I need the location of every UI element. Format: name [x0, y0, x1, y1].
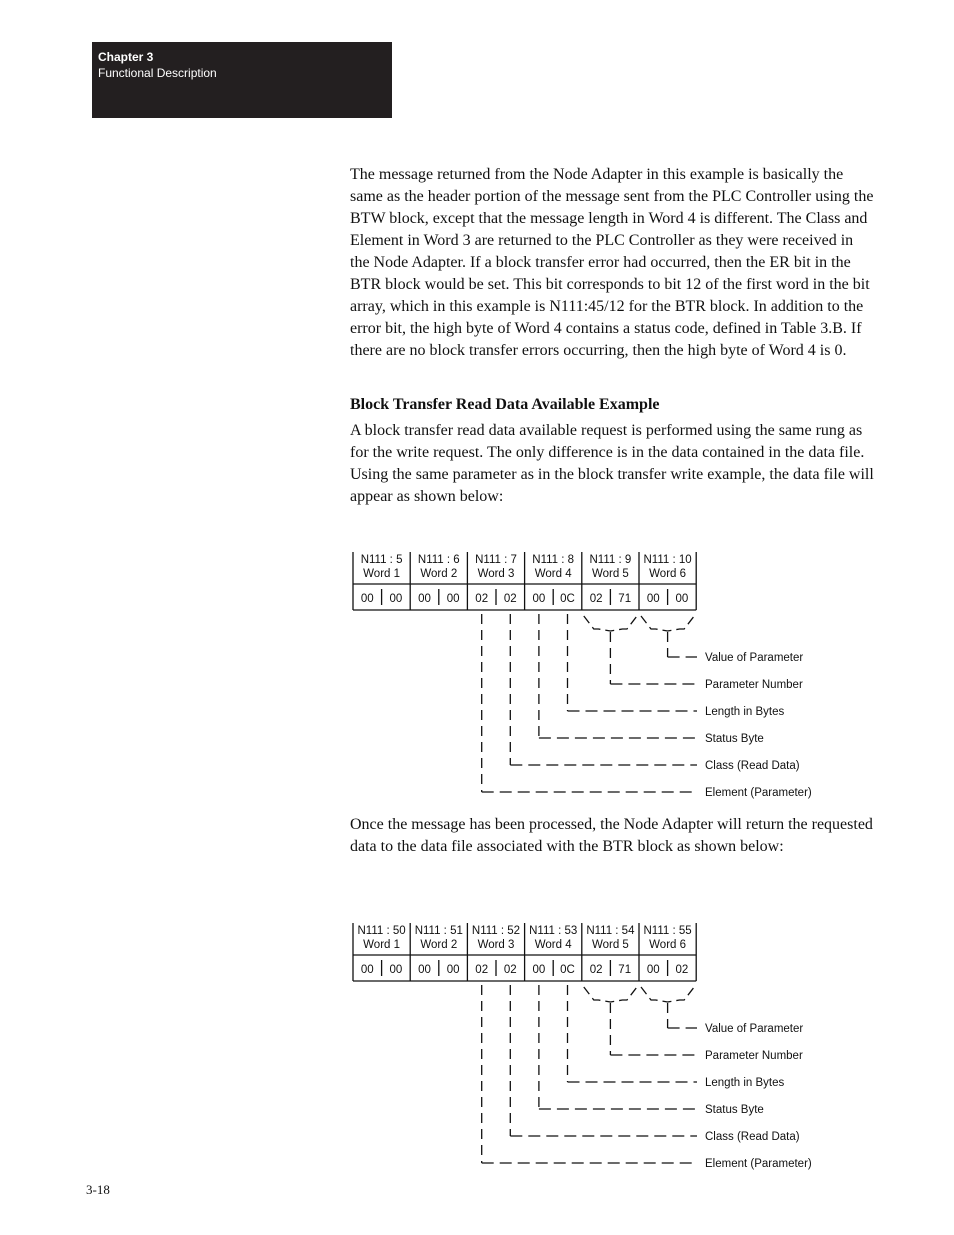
word-address-label: N111 : 50 — [357, 925, 406, 937]
callout-label: Class (Read Data) — [705, 760, 800, 772]
byte-value: 00 — [532, 593, 546, 605]
word-address-label: N111 : 53 — [529, 925, 578, 937]
byte-value: 0C — [560, 964, 575, 976]
byte-value: 00 — [360, 593, 374, 605]
word-number-label: Word 4 — [534, 568, 572, 580]
byte-value: 00 — [646, 593, 660, 605]
word-number-label: Word 2 — [420, 568, 458, 580]
parameter-value-brace — [641, 616, 694, 631]
word-number-label: Word 3 — [477, 568, 515, 580]
data-file-diagram-2 — [0, 919, 954, 1179]
data-file-diagram-2-svg — [0, 919, 954, 1179]
word-address-label: N111 : 10 — [643, 554, 692, 566]
word-address-label: N111 : 51 — [414, 925, 463, 937]
section-heading: Block Transfer Read Data Available Example — [350, 396, 660, 413]
parameter-value-brace — [641, 987, 694, 1002]
paragraph-read-request: A block transfer read data available request is performed using the same rung as for the write request. The only difference is in the data contained in the data file. Using the same parameter as in the block transfer write example, the data file will appear as shown below: — [350, 422, 874, 505]
callout-label: Length in Bytes — [705, 1077, 785, 1089]
word-number-label: Word 1 — [363, 568, 401, 580]
byte-value: 02 — [589, 964, 603, 976]
callout-label: Element (Parameter) — [705, 1158, 812, 1170]
byte-value: 02 — [475, 964, 489, 976]
byte-value: 00 — [389, 964, 403, 976]
callout-label: Value of Parameter — [705, 652, 804, 664]
callout-label: Parameter Number — [705, 1050, 803, 1062]
byte-value: 00 — [446, 964, 460, 976]
byte-value: 00 — [675, 593, 689, 605]
parameter-number-brace — [584, 616, 637, 631]
word-number-label: Word 5 — [591, 939, 629, 951]
word-address-label: N111 : 52 — [471, 925, 521, 937]
chapter-title: Functional Description — [98, 66, 217, 80]
data-file-diagram-1-svg — [0, 548, 954, 808]
paragraph-returned-message: The message returned from the Node Adapter in this example is basically the same as the header portion of the message sent from the PLC Controller using the BTW block, except that the message length in Word 4 is different. The Class and Element in Word 3 are returned to the PLC Controller as they were received in the Node Adapter. If a block transfer error had occurred, then the ER bit in the BTR block would be set. This bit corresponds to bit 12 of the first word in the bit array, which in this example is N111:45/12 for the BTR block. In addition to the error bit, the high byte of Word 4 contains a status code, defined in Table 3.B. If there are no block transfer errors occurring, then the high byte of Word 4 is 0. — [350, 166, 874, 359]
byte-value: 00 — [389, 593, 403, 605]
callout-label: Status Byte — [705, 1104, 764, 1116]
byte-value: 02 — [589, 593, 603, 605]
byte-value: 02 — [475, 593, 489, 605]
word-address-label: N111 : 8 — [532, 554, 575, 566]
word-number-label: Word 6 — [649, 568, 687, 580]
byte-value: 00 — [646, 964, 660, 976]
word-number-label: Word 6 — [649, 939, 687, 951]
callout-label: Element (Parameter) — [705, 787, 812, 799]
byte-value: 02 — [675, 964, 689, 976]
word-address-label: N111 : 54 — [586, 925, 635, 937]
parameter-number-brace — [584, 987, 637, 1002]
page-number: 3-18 — [86, 1182, 110, 1197]
paragraph-processed: Once the message has been processed, the Node Adapter will return the requested data to the data file associated with the BTR block as shown below: — [350, 816, 873, 855]
byte-value: 00 — [446, 593, 460, 605]
word-number-label: Word 1 — [363, 939, 401, 951]
byte-value: 00 — [418, 964, 431, 976]
word-address-label: N111 : 7 — [475, 554, 517, 566]
word-number-label: Word 5 — [591, 568, 629, 580]
byte-value: 02 — [503, 964, 517, 976]
word-number-label: Word 2 — [420, 939, 458, 951]
byte-value: 71 — [618, 964, 632, 976]
byte-value: 71 — [618, 593, 632, 605]
callout-label: Length in Bytes — [705, 706, 785, 718]
byte-value: 00 — [532, 964, 546, 976]
byte-value: 00 — [418, 593, 431, 605]
callout-label: Value of Parameter — [705, 1023, 804, 1035]
callout-label: Class (Read Data) — [705, 1131, 800, 1143]
byte-value: 0C — [560, 593, 575, 605]
word-number-label: Word 3 — [477, 939, 515, 951]
chapter-header — [92, 42, 392, 118]
byte-value: 02 — [503, 593, 517, 605]
word-address-label: N111 : 6 — [417, 554, 460, 566]
word-address-label: N111 : 5 — [360, 554, 403, 566]
word-number-label: Word 4 — [534, 939, 572, 951]
data-file-diagram-1 — [0, 548, 954, 808]
callout-label: Parameter Number — [705, 679, 803, 691]
word-address-label: N111 : 9 — [589, 554, 632, 566]
chapter-number: Chapter 3 — [98, 50, 154, 64]
word-address-label: N111 : 55 — [643, 925, 692, 937]
callout-label: Status Byte — [705, 733, 764, 745]
byte-value: 00 — [360, 964, 374, 976]
